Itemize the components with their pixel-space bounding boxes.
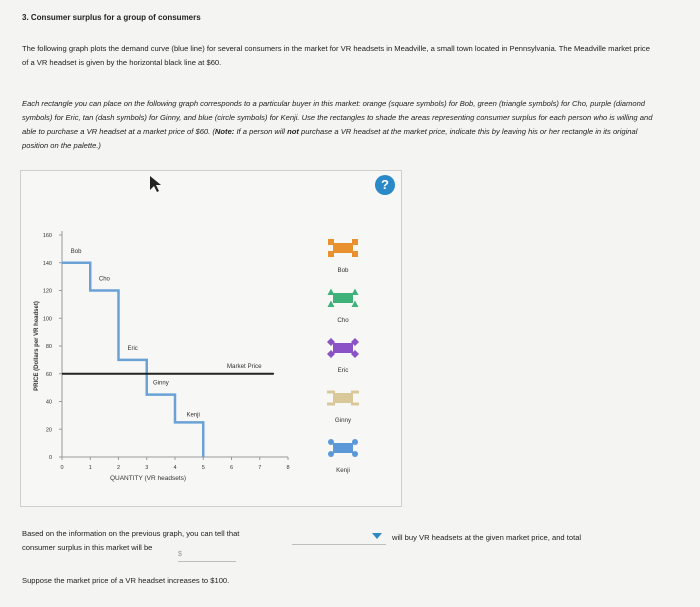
- instructions-part-c: purchase a VR headset at the market price, indicate this by leaving his or her rectangle in its original position on the palette.): [22, 127, 638, 150]
- demand-curve: [62, 263, 203, 457]
- followup-text-a: Based on the information on the previous graph, you can tell that: [22, 529, 240, 538]
- palette-handle-dash-icon[interactable]: [327, 403, 335, 406]
- x-axis-title: QUANTITY (VR headsets): [109, 475, 187, 482]
- palette-rect-fill[interactable]: [333, 393, 353, 403]
- x-tick-label: 5: [201, 465, 205, 471]
- palette-handle-square-icon[interactable]: [352, 251, 358, 257]
- palette-handle-dash-icon[interactable]: [351, 391, 359, 394]
- palette-handle-triangle-icon[interactable]: [352, 289, 359, 296]
- palette-rect-ginny[interactable]: [327, 391, 359, 406]
- instructions-part-b: If a person will: [234, 127, 288, 136]
- palette-handle-square-icon[interactable]: [328, 239, 334, 245]
- palette-rect-fill[interactable]: [333, 293, 353, 303]
- x-tick-label: 6: [229, 465, 234, 471]
- x-tick-label: 8: [286, 465, 290, 471]
- not-word: not: [287, 127, 299, 136]
- palette-label-eric: Eric: [337, 367, 349, 374]
- x-tick-label: 1: [88, 465, 92, 471]
- demand-step-label-kenji: Kenji: [186, 412, 200, 419]
- palette-rect-eric[interactable]: [327, 338, 359, 358]
- mouse-cursor-icon: [150, 176, 161, 192]
- y-tick-label: 80: [45, 344, 52, 350]
- market-price-label: Market Price: [226, 362, 262, 370]
- question-title: 3. Consumer surplus for a group of consumers: [22, 13, 201, 22]
- y-axis-title: PRICE (Dollars per VR headset): [34, 301, 40, 391]
- palette-handle-circle-icon[interactable]: [352, 451, 358, 457]
- x-tick-label: 7: [258, 465, 262, 471]
- y-tick-label: 20: [45, 427, 52, 434]
- instructions-part-a: Each rectangle you can place on the following graph corresponds to a particular buyer in this market: orange (square symbols) for Bob, green (triangle symbols) for Cho, purple (diamond symbols) for Eric, tan (dash symbols) for Ginny, and blue (circle symbols) for Kenji. Use the rectangles to shade the areas representing consumer surplus for each person who is willing and able to purchase a VR headset at a market price of $60. (: [22, 99, 653, 136]
- x-tick-label: 0: [60, 465, 64, 471]
- followup-text-c: consumer surplus in this market will be: [22, 543, 153, 552]
- x-tick-label: 3: [145, 465, 149, 471]
- palette-rect-fill[interactable]: [333, 443, 353, 453]
- palette-handle-triangle-icon[interactable]: [328, 289, 335, 296]
- palette-handle-circle-icon[interactable]: [328, 439, 334, 445]
- palette-handle-circle-icon[interactable]: [352, 439, 358, 445]
- palette-label-cho: Cho: [337, 317, 349, 324]
- currency-symbol: $: [178, 551, 182, 558]
- palette-rect-fill[interactable]: [333, 243, 353, 253]
- palette-handle-dash-icon[interactable]: [327, 391, 335, 394]
- x-tick-label: 2: [116, 465, 121, 471]
- palette-handle-dash-icon[interactable]: [351, 403, 359, 406]
- demand-step-label-cho: Cho: [98, 276, 110, 283]
- dropdown-arrow-icon[interactable]: [372, 533, 382, 539]
- palette-rect-bob[interactable]: [328, 239, 358, 257]
- palette-handle-circle-icon[interactable]: [328, 451, 334, 457]
- y-tick-label: 140: [42, 260, 52, 267]
- note-label: Note:: [214, 127, 235, 136]
- y-tick-label: 40: [45, 399, 52, 406]
- surplus-input[interactable]: [178, 551, 236, 562]
- palette-rect-fill[interactable]: [333, 343, 353, 353]
- y-tick-label: 160: [42, 233, 52, 239]
- suppose-text: Suppose the market price of a VR headset increases to $100.: [22, 576, 230, 585]
- demand-step-label-eric: Eric: [127, 345, 138, 352]
- demand-step-label-bob: Bob: [70, 248, 82, 255]
- y-tick-label: 120: [42, 288, 52, 295]
- followup-text-b: will buy VR headsets at the given market price, and total: [392, 533, 582, 542]
- palette-handle-square-icon[interactable]: [328, 251, 334, 257]
- palette-rect-cho[interactable]: [328, 289, 359, 308]
- palette-label-ginny: Ginny: [334, 417, 352, 424]
- palette-label-bob: Bob: [337, 267, 349, 274]
- y-tick-label: 60: [45, 371, 52, 378]
- demand-step-label-ginny: Ginny: [153, 380, 169, 387]
- palette-rect-kenji[interactable]: [328, 439, 358, 457]
- palette-handle-square-icon[interactable]: [352, 239, 358, 245]
- palette-label-kenji: Kenji: [336, 467, 350, 474]
- help-button[interactable]: ?: [375, 175, 395, 195]
- y-tick-label: 100: [42, 316, 52, 323]
- intro-text: The following graph plots the demand curve (blue line) for several consumers in the market for VR headsets in Meadville, a small town located in Pennsylvania. The Meadville market price of a VR headset is given by the horizontal black line at $60.: [22, 44, 650, 67]
- y-tick-label: 0: [48, 455, 52, 461]
- x-tick-label: 4: [173, 465, 177, 471]
